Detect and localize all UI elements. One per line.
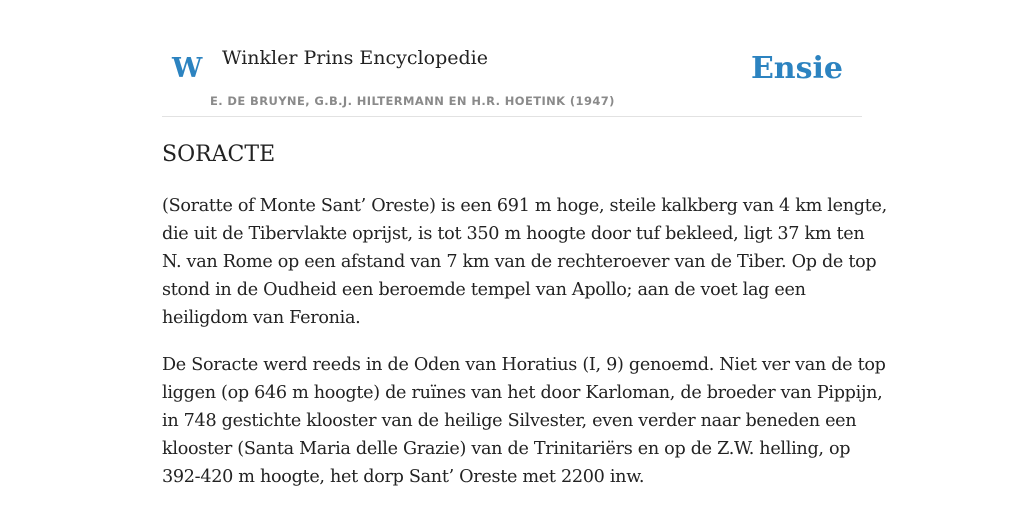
- article-paragraph-2: [162, 351, 886, 491]
- paragraph-line: in 748 gestichte klooster van de heilige Silvester, even verder naar beneden een: [162, 411, 857, 431]
- paragraph-line: die uit de Tibervlakte oprijst, is tot 350 m hoogte door tuf bekleed, ligt 37 km ten: [162, 224, 865, 244]
- paragraph-line: klooster (Santa Maria delle Grazie) van de Trinitariërs en op de Z.W. helling, op: [162, 439, 851, 459]
- paragraph-line: (Soratte of Monte Sant’ Oreste) is een 691 m hoge, steile kalkberg van 4 km lengte,: [162, 196, 887, 216]
- paragraph-line: stond in de Oudheid een beroemde tempel van Apollo; aan de voet lag een: [162, 280, 806, 300]
- paragraph-line: De Soracte werd reeds in de Oden van Horatius (I, 9) genoemd. Niet ver van de top: [162, 355, 886, 375]
- authors-byline: E. DE BRUYNE, G.B.J. HILTERMANN EN H.R. HOETINK (1947): [210, 94, 615, 108]
- site-logo[interactable]: W: [172, 53, 203, 84]
- article-paragraph-1: [162, 192, 887, 332]
- paragraph-line: liggen (op 646 m hoogte) de ruïnes van het door Karloman, de broeder van Pippijn,: [162, 383, 883, 403]
- paragraph-line: heiligdom van Feronia.: [162, 308, 361, 328]
- paragraph-line: 392-420 m hoogte, het dorp Sant’ Oreste met 2200 inw.: [162, 467, 645, 487]
- ensie-brand-link[interactable]: Ensie: [750, 51, 843, 86]
- encyclopedia-title[interactable]: Winkler Prins Encyclopedie: [222, 47, 488, 69]
- paragraph-line: N. van Rome op een afstand van 7 km van de rechteroever van de Tiber. Op de top: [162, 252, 877, 272]
- site-header: [162, 0, 862, 117]
- page: [162, 0, 887, 487]
- article-title: SORACTE: [162, 142, 276, 167]
